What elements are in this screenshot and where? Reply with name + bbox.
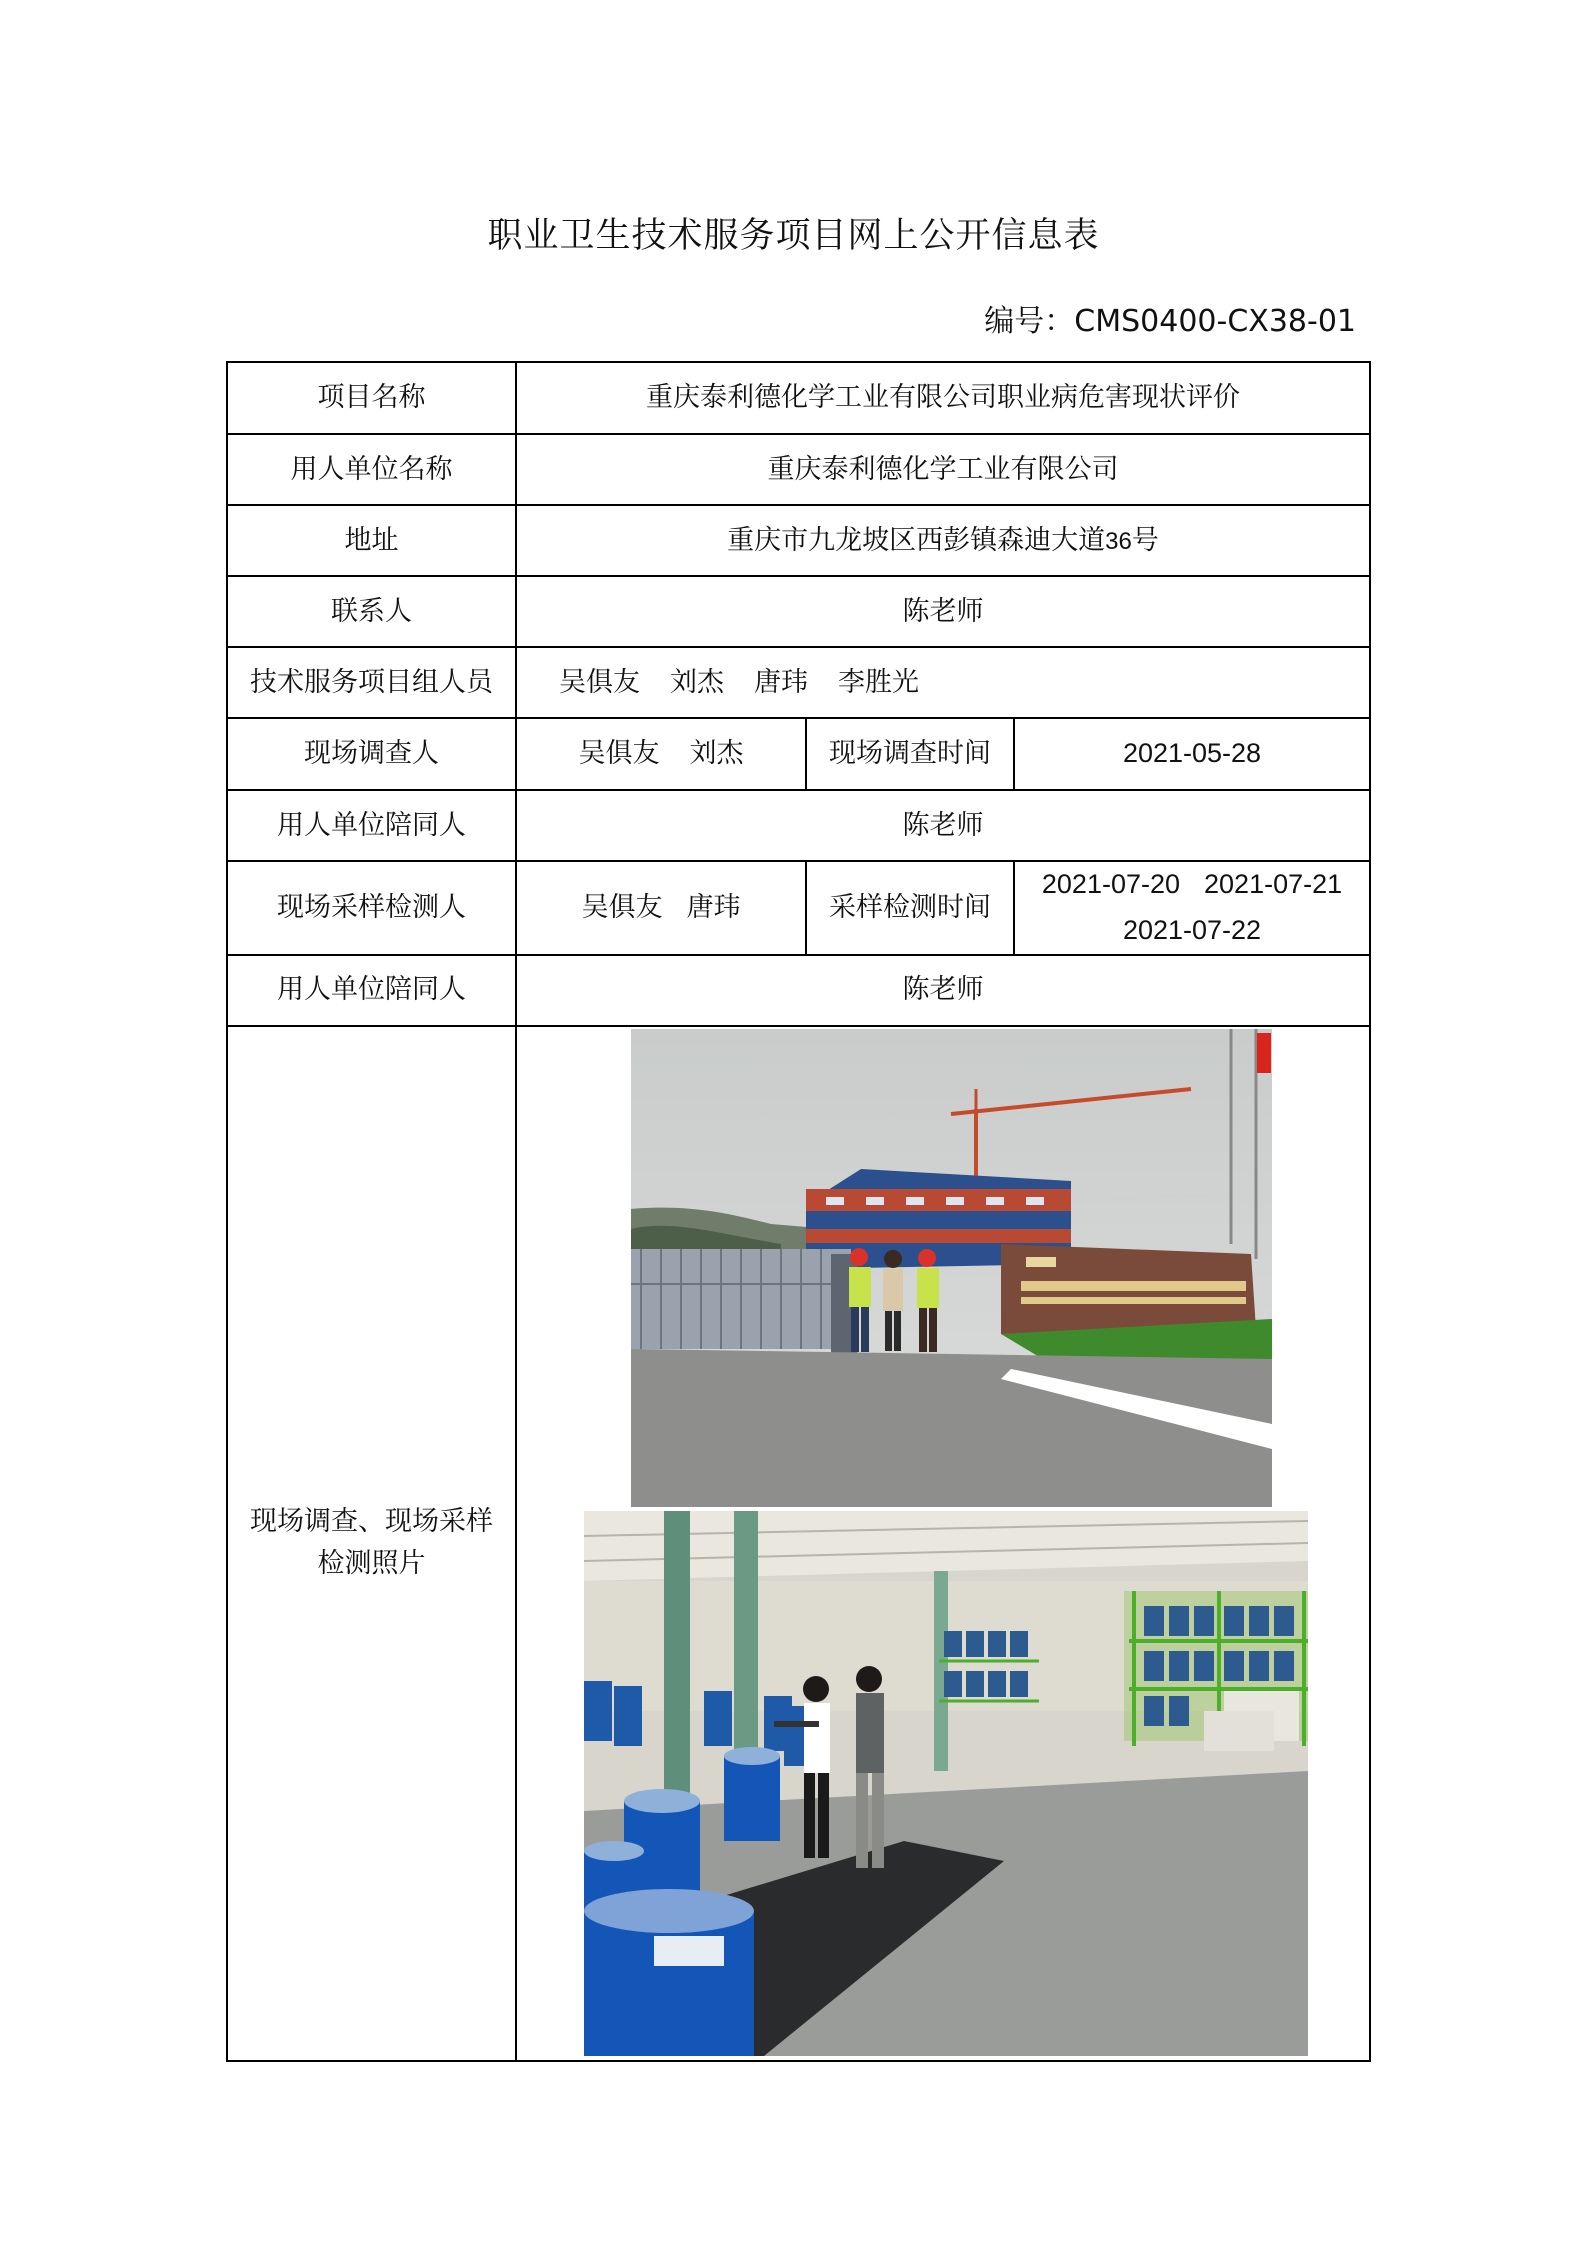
doc-no-value: CMS0400-CX38-01 (1074, 304, 1356, 339)
label-photos (227, 1026, 516, 2061)
sampler: 唐玮 (686, 892, 741, 924)
address-number: 36 (1105, 527, 1132, 555)
row-team (227, 647, 1370, 718)
value-surveyors (516, 718, 806, 790)
value-sampling-time (1014, 861, 1370, 955)
label-survey-escort: 用人单位陪同人 (227, 790, 516, 861)
label-samplers: 现场采样检测人 (227, 861, 516, 955)
row-survey-escort (227, 790, 1370, 861)
document-number (984, 296, 1356, 340)
label-contact: 联系人 (227, 576, 516, 647)
sampling-date: 2021-07-22 (1122, 914, 1262, 945)
value-address (516, 505, 1370, 576)
survey-photo (631, 1029, 1272, 1507)
row-sampling (227, 861, 1370, 955)
photos-label-line1: 现场调查、现场采样 (250, 1506, 493, 1538)
value-survey-time: 2021-05-28 (1014, 718, 1370, 790)
sampler: 吴俱友 (581, 892, 663, 924)
doc-no-label: 编号： (984, 304, 1075, 339)
row-photos (227, 1026, 1370, 2061)
value-contact: 陈老师 (516, 576, 1370, 647)
label-project-name: 项目名称 (227, 362, 516, 434)
value-survey-escort: 陈老师 (516, 790, 1370, 861)
label-surveyors: 现场调查人 (227, 718, 516, 790)
document-title: 职业卫生技术服务项目网上公开信息表 (487, 216, 1100, 256)
address-prefix: 重庆市九龙坡区西彭镇森迪大道 (727, 524, 1106, 556)
row-address (227, 505, 1370, 576)
value-sampling-escort: 陈老师 (516, 955, 1370, 1026)
label-survey-time: 现场调查时间 (806, 718, 1014, 790)
info-table (226, 361, 1371, 2062)
surveyor: 刘杰 (689, 738, 744, 770)
address-suffix: 号 (1131, 524, 1159, 556)
label-employer: 用人单位名称 (227, 434, 516, 505)
sampling-date: 2021-07-21 (1204, 869, 1343, 899)
team-member: 吴俱友 (559, 666, 640, 698)
label-address: 地址 (227, 505, 516, 576)
label-team: 技术服务项目组人员 (227, 647, 516, 718)
label-sampling-time: 采样检测时间 (806, 861, 1014, 955)
row-project-name (227, 362, 1370, 434)
row-employer (227, 434, 1370, 505)
team-member: 唐玮 (754, 666, 808, 698)
surveyor: 吴俱友 (578, 738, 660, 770)
team-member: 刘杰 (670, 666, 724, 698)
photos-cell (516, 1026, 1370, 2061)
photos-label-line2: 检测照片 (317, 1548, 426, 1580)
row-survey (227, 718, 1370, 790)
row-contact (227, 576, 1370, 647)
label-sampling-escort: 用人单位陪同人 (227, 955, 516, 1026)
sampling-date: 2021-07-20 (1041, 869, 1181, 899)
value-employer: 重庆泰利德化学工业有限公司 (516, 434, 1370, 505)
value-project-name: 重庆泰利德化学工业有限公司职业病危害现状评价 (516, 362, 1370, 434)
value-team (516, 647, 1370, 718)
team-member: 李胜光 (838, 666, 919, 698)
row-sampling-escort (227, 955, 1370, 1026)
sampling-photo (584, 1511, 1308, 2056)
value-samplers (516, 861, 806, 955)
